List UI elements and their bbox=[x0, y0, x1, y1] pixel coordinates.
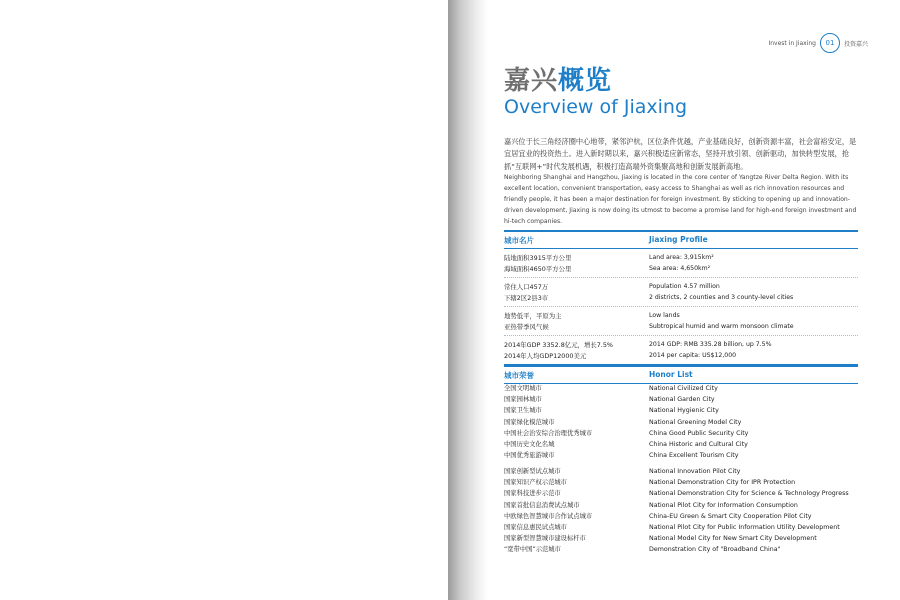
honor-en: Demonstration City of "Broadband China" bbox=[649, 546, 781, 554]
profile-cn-line: 海域面积4650平方公里 bbox=[504, 264, 572, 273]
honor-cn: 国家新型智慧城市建设标杆市 bbox=[504, 535, 586, 543]
honor-cn: 中国社会治安综合治理优秀城市 bbox=[504, 429, 593, 437]
honor-cn: 中国历史文化名城 bbox=[504, 440, 555, 448]
honor-en: National Pilot City for Public Information Utility Development bbox=[649, 523, 840, 531]
honor-en: National Demonstration City for Science & Technology Progress bbox=[649, 490, 849, 498]
honor-cn: 国家卫生城市 bbox=[504, 407, 542, 415]
honor-cn: 国家首批信息消费试点城市 bbox=[504, 501, 580, 509]
honor-en: National Demonstration City for IPR Protection bbox=[649, 479, 796, 487]
profile-row bbox=[504, 249, 858, 277]
page-gutter-shadow bbox=[448, 0, 488, 600]
honor-head-chinese: 城市荣誉 bbox=[504, 371, 534, 380]
honor-item bbox=[504, 417, 858, 428]
honor-item bbox=[504, 394, 858, 405]
honor-cn: 国家绿化模范城市 bbox=[504, 418, 555, 426]
profile-head-chinese: 城市名片 bbox=[504, 236, 534, 245]
honor-item bbox=[504, 488, 858, 499]
profile-en-line: Subtropical humid and warm monsoon climate bbox=[649, 322, 794, 330]
honor-item bbox=[504, 477, 858, 488]
honor-cn: 国家信息惠民试点城市 bbox=[504, 523, 567, 531]
profile-en-line: 2014 GDP: RMB 335.28 billion, up 7.5% bbox=[649, 341, 772, 348]
honor-en: National Innovation Pilot City bbox=[649, 468, 741, 475]
profile-cn-line: 2014年GDP 3352.8亿元，增长7.5% bbox=[504, 341, 613, 349]
intro-paragraph-chinese: 嘉兴位于长三角经济圈中心地带，紧邻沪杭，区位条件优越，产业基础良好，创新资源丰富，社会富裕安定，是宜居宜业的投资热土。进入新时期以来，嘉兴积极适应新常态，坚持开放引领、创新驱动，加快转型发展，抢抓“互联网+”时代发展机遇，积极打造高端外资集聚高地和创新发展新高地。 bbox=[504, 137, 857, 171]
title-cn-part1: 嘉兴 bbox=[504, 66, 559, 96]
honor-en: National Hygienic City bbox=[649, 407, 719, 415]
profile-en-line: Population 4.57 million bbox=[649, 283, 720, 290]
honor-en: China-EU Green & Smart City Cooperation Pilot City bbox=[649, 512, 812, 520]
honor-en: National Greening Model City bbox=[649, 418, 742, 426]
header-section-english: Invest in Jiaxing bbox=[768, 39, 816, 47]
honor-en: China Good Public Security City bbox=[649, 429, 749, 437]
honor-en: National Garden City bbox=[649, 396, 715, 404]
profile-cn-line: 常住人口457万 bbox=[504, 283, 549, 291]
page-title-english bbox=[504, 96, 687, 118]
honor-item bbox=[504, 466, 858, 477]
honor-item bbox=[504, 533, 858, 544]
honor-en: National Pilot City for Information Consumption bbox=[649, 501, 798, 509]
page-number-badge: 01 bbox=[820, 33, 840, 53]
honor-item bbox=[504, 383, 858, 394]
profile-row bbox=[504, 278, 858, 306]
header-section-chinese: 投资嘉兴 bbox=[843, 40, 868, 48]
honor-item bbox=[504, 428, 858, 439]
honor-item bbox=[504, 522, 858, 533]
honor-list-group-2 bbox=[504, 466, 858, 556]
honor-cn: 中欧绿色智慧城市合作试点城市 bbox=[504, 512, 593, 520]
profile-en-line: Sea area: 4,650km² bbox=[649, 264, 711, 272]
profile-cn-line: 亚热带季风气候 bbox=[504, 322, 549, 331]
honor-cn: 国家科技进步示范市 bbox=[504, 490, 561, 498]
honor-item bbox=[504, 405, 858, 416]
honor-cn: 国家知识产权示范城市 bbox=[504, 479, 567, 487]
honor-item bbox=[504, 500, 858, 511]
profile-en-line: 2 districts, 2 counties and 3 county-level cities bbox=[649, 293, 794, 301]
title-en-part2: of Jiaxing bbox=[599, 96, 688, 118]
profile-cn-line: 下辖2区2县3市 bbox=[504, 293, 549, 302]
honor-list-group-1 bbox=[504, 383, 858, 461]
honor-en: China Historic and Cultural City bbox=[649, 440, 748, 448]
profile-cn-line: 2014年人均GDP12000美元 bbox=[504, 351, 587, 360]
title-cn-part2: 概览 bbox=[558, 66, 613, 96]
profile-en-line: Low lands bbox=[649, 312, 680, 319]
honor-en: China Excellent Tourism City bbox=[649, 452, 739, 460]
intro-paragraph-english: Neighboring Shanghai and Hangzhou, Jiaxing is located in the core center of Yangtze River Delta Region. With its excellent location, convenient transportation, easy access to Shanghai as well as rich innovation resources and friendly people, it has been a major destination for foreign investment. By sticking to opening up and innovation-driven development, Jiaxing is now doing its utmost to become a promise land for high-end foreign investment and hi-tech companies. bbox=[504, 174, 857, 225]
profile-cn-line: 地势低平，平原为主 bbox=[504, 312, 562, 320]
honor-cn: 国家园林城市 bbox=[504, 396, 542, 404]
title-en-part1: Overview bbox=[504, 96, 594, 118]
profile-table-header bbox=[504, 230, 858, 248]
honor-cn: 国家创新型试点城市 bbox=[504, 468, 561, 475]
profile-cn-line: 陆地面积3915平方公里 bbox=[504, 254, 572, 262]
profile-row bbox=[504, 307, 858, 335]
honor-item bbox=[504, 439, 858, 450]
document-page bbox=[488, 0, 900, 600]
honor-item bbox=[504, 511, 858, 522]
profile-en-line: 2014 per capita: US$12,000 bbox=[649, 351, 737, 359]
profile-table bbox=[504, 230, 858, 365]
honor-cn: 全国文明城市 bbox=[504, 385, 542, 392]
honor-en: National Model City for New Smart City Development bbox=[649, 535, 817, 543]
honor-cn: “宽带中国”示范城市 bbox=[504, 546, 561, 554]
honor-item bbox=[504, 450, 858, 461]
honor-item bbox=[504, 544, 858, 555]
profile-head-english: Jiaxing Profile bbox=[649, 235, 708, 244]
honor-en: National Civilized City bbox=[649, 385, 718, 392]
profile-row bbox=[504, 336, 858, 364]
profile-en-line: Land area: 3,915km² bbox=[649, 254, 714, 261]
page-title-chinese bbox=[504, 60, 612, 97]
running-header bbox=[768, 33, 868, 53]
honor-table-header bbox=[504, 365, 858, 383]
honor-head-english: Honor List bbox=[649, 370, 693, 379]
honor-cn: 中国优秀旅游城市 bbox=[504, 452, 555, 460]
honor-table-header-block bbox=[504, 365, 858, 384]
